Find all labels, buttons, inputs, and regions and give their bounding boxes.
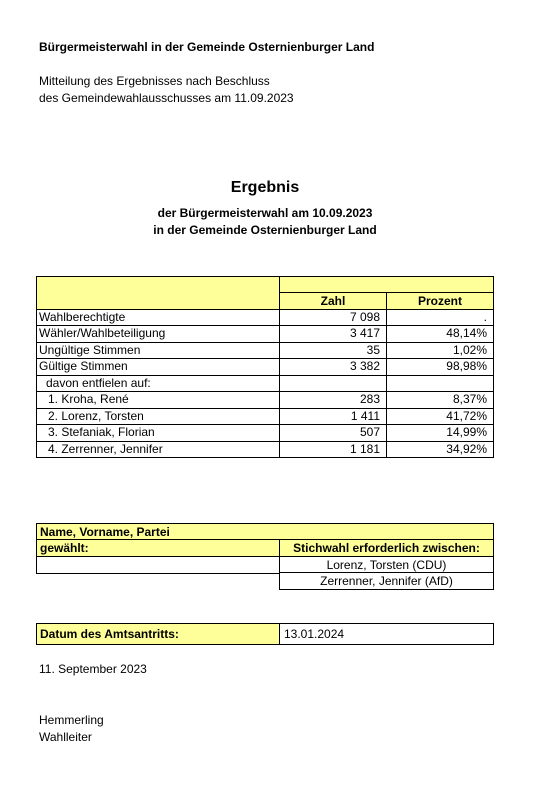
table-row-label: Wähler/Wahlbeteiligung [36,325,279,342]
table-row-label: 1. Kroha, René [36,391,279,408]
table-row-label: 4. Zerrenner, Jennifer [36,441,279,458]
table-row-label: 2. Lorenz, Torsten [36,408,279,425]
results-table-header-top [279,276,494,293]
notice-line-1: Mitteilung des Ergebnisses nach Beschluss [39,74,270,88]
table-row-prozent: 34,92% [386,441,494,458]
column-header-prozent: Prozent [386,292,494,309]
table-row-prozent: 41,72% [386,408,494,425]
result-subheading-1: der Bürgermeisterwahl am 10.09.2023 [157,206,373,220]
table-row-prozent: 14,99% [386,424,494,441]
elected-value-cell [36,556,279,574]
table-row-prozent: 1,02% [386,342,494,359]
notice-line-2: des Gemeindewahlausschusses am 11.09.2023 [39,91,294,105]
table-row-prozent [386,375,494,392]
table-row-zahl: 507 [279,424,386,441]
table-row-zahl: 3 417 [279,325,386,342]
table-row-label: davon entfielen auf: [36,375,279,392]
table-row-zahl: 3 382 [279,358,386,375]
elected-label: gewählt: [36,539,279,556]
office-start-value: 13.01.2024 [279,623,494,645]
document-title: Bürgermeisterwahl in der Gemeinde Osternienburger Land [39,40,375,54]
table-row-prozent: 98,98% [386,358,494,375]
document-date: 11. September 2023 [39,662,147,676]
runoff-candidate-1: Lorenz, Torsten (CDU) [279,556,494,573]
runoff-candidate-2: Zerrenner, Jennifer (AfD) [279,572,494,590]
signer-role: Wahlleiter [39,730,92,744]
signer-name: Hemmerling [39,713,104,727]
elected-table-header: Name, Vorname, Partei [36,523,494,540]
table-row-zahl: 7 098 [279,309,386,326]
table-row-label: 3. Stefaniak, Florian [36,424,279,441]
table-row-label: Gültige Stimmen [36,358,279,375]
table-row-label: Wahlberechtigte [36,309,279,326]
office-start-label: Datum des Amtsantritts: [36,623,279,645]
table-row-zahl [279,375,386,392]
runoff-label: Stichwahl erforderlich zwischen: [279,539,494,556]
result-subheading-2: in der Gemeinde Osternienburger Land [153,223,377,237]
table-row-prozent: 8,37% [386,391,494,408]
table-row-zahl: 35 [279,342,386,359]
table-row-zahl: 1 181 [279,441,386,458]
results-table-header-blank [36,276,279,309]
table-row-label: Ungültige Stimmen [36,342,279,359]
column-header-zahl: Zahl [279,292,386,309]
result-heading: Ergebnis [230,179,300,196]
table-row-prozent: 48,14% [386,325,494,342]
table-row-zahl: 1 411 [279,408,386,425]
table-row-prozent: . [386,309,494,326]
table-row-zahl: 283 [279,391,386,408]
